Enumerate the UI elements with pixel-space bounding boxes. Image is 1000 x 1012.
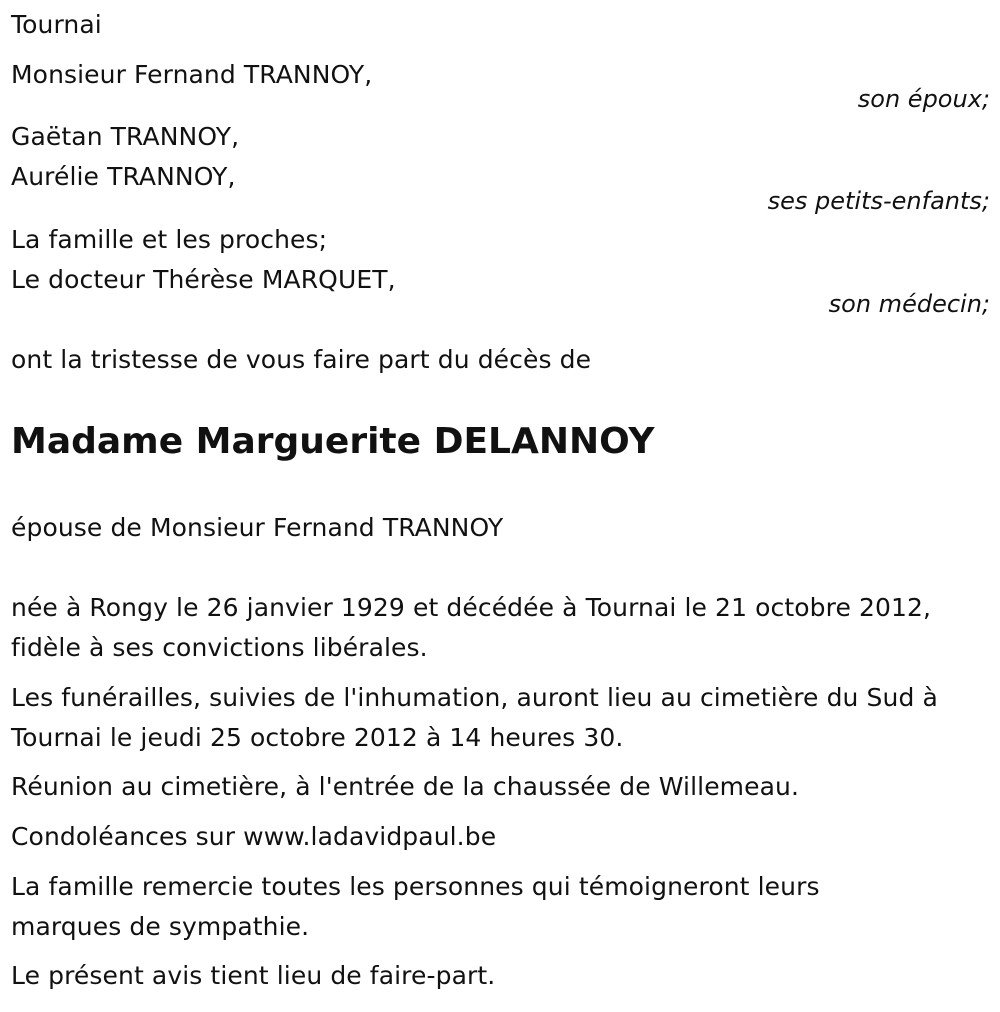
city-label: Tournai <box>11 10 102 39</box>
deceased-name: Madame Marguerite DELANNOY <box>11 421 655 462</box>
grandchildren-relation: ses petits-enfants; <box>767 187 990 215</box>
spouse-of-line: épouse de Monsieur Fernand TRANNOY <box>11 513 504 542</box>
thanks-line: marques de sympathie. <box>11 912 310 941</box>
spouse-relation: son époux; <box>857 85 990 113</box>
condolences-line: Condoléances sur www.ladavidpaul.be <box>11 822 497 851</box>
closing-line: Le présent avis tient lieu de faire-part. <box>11 961 496 990</box>
thanks-line: La famille remercie toutes les personnes qui témoigneront leurs <box>11 872 820 901</box>
meeting-line: Réunion au cimetière, à l'entrée de la chaussée de Willemeau. <box>11 772 800 801</box>
relatives-line: La famille et les proches; <box>11 225 328 254</box>
funeral-date-line: Tournai le jeudi 25 octobre 2012 à 14 heures 30. <box>11 723 624 752</box>
birth-death-line: née à Rongy le 26 janvier 1929 et décédée à Tournai le 21 octobre 2012, <box>11 593 932 622</box>
spouse-name: Monsieur Fernand TRANNOY, <box>11 60 373 89</box>
announcement-text: ont la tristesse de vous faire part du décès de <box>11 345 592 374</box>
doctor-name: Le docteur Thérèse MARQUET, <box>11 265 396 294</box>
doctor-relation: son médecin; <box>828 290 990 318</box>
funeral-line: Les funérailles, suivies de l'inhumation, auront lieu au cimetière du Sud à <box>11 683 938 712</box>
convictions-line: fidèle à ses convictions libérales. <box>11 633 428 662</box>
grandchild-name: Gaëtan TRANNOY, <box>11 122 240 151</box>
grandchild-name: Aurélie TRANNOY, <box>11 162 236 191</box>
